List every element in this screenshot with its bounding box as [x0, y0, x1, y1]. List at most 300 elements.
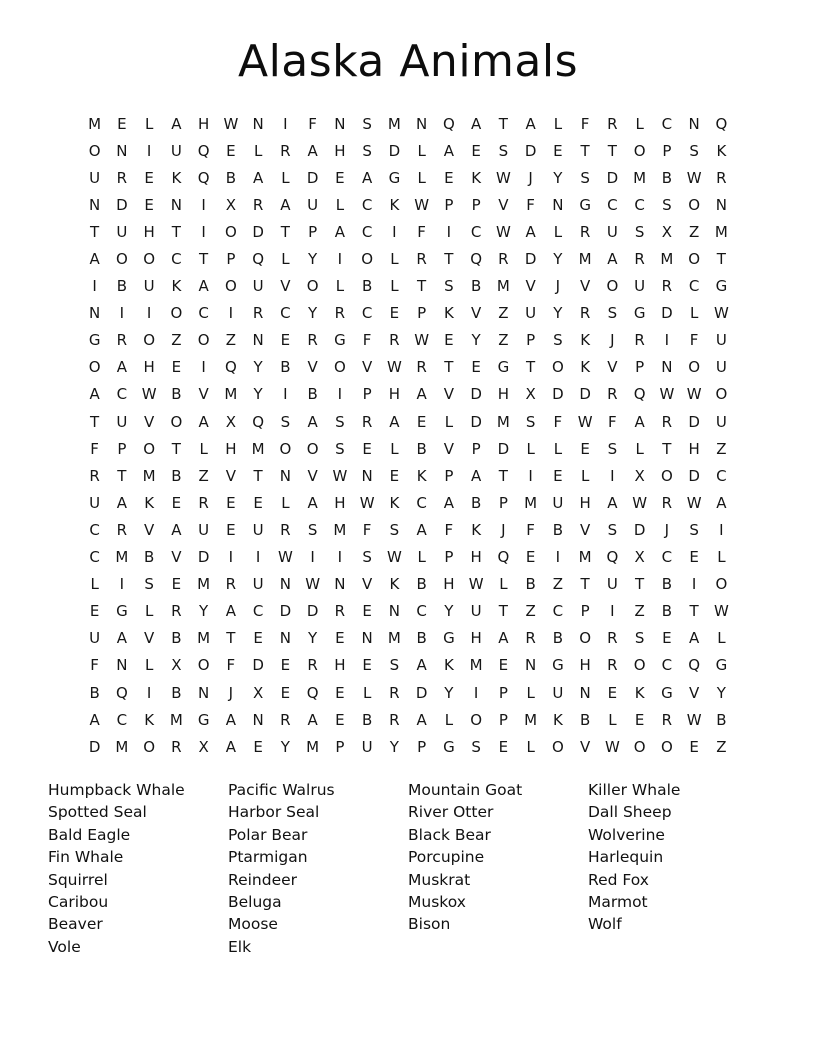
grid-letter: S [553, 331, 563, 350]
grid-letter: E [498, 737, 509, 756]
grid-letter: J [664, 520, 670, 539]
grid-letter: N [388, 602, 400, 621]
grid-letter: X [198, 737, 209, 756]
grid-letter: R [661, 277, 673, 296]
grid-letter: J [528, 168, 533, 187]
grid-letter: I [337, 385, 343, 404]
grid-letter: P [498, 710, 508, 729]
grid-letter: L [635, 439, 644, 458]
grid-letter: R [634, 331, 645, 350]
grid-letter: E [226, 520, 236, 539]
grid-letter: D [524, 250, 537, 269]
grid-letter: V [307, 466, 318, 485]
word-list-column [588, 779, 768, 958]
grid-letter: A [634, 412, 645, 431]
grid-letter: Q [197, 168, 210, 187]
grid-letter: F [608, 412, 617, 431]
grid-letter: O [361, 250, 374, 269]
grid-letter: J [501, 520, 506, 539]
grid-letter: K [471, 168, 482, 187]
grid-letter: Q [688, 656, 701, 675]
grid-letter: C [361, 195, 373, 214]
grid-letter: K [389, 493, 400, 512]
word-list-item: Black Bear [408, 825, 491, 844]
grid-letter: E [525, 548, 536, 567]
grid-letter: P [335, 737, 345, 756]
grid-letter: W [386, 548, 402, 567]
grid-letter: T [199, 250, 209, 269]
grid-letter: L [526, 439, 535, 458]
grid-letter: E [444, 168, 454, 187]
grid-letter: T [689, 602, 699, 621]
grid-letter: R [389, 683, 400, 702]
grid-letter: X [634, 548, 645, 567]
grid-letter: I [92, 277, 97, 296]
grid-letter: C [361, 222, 373, 241]
grid-letter: B [89, 683, 100, 702]
grid-letter: T [580, 141, 590, 160]
grid-letter: E [553, 466, 563, 485]
grid-letter: E [362, 602, 372, 621]
grid-letter: B [661, 575, 673, 594]
grid-letter: K [580, 331, 591, 350]
grid-letter: Q [470, 250, 483, 269]
grid-letter: E [553, 141, 563, 160]
grid-letter: R [661, 412, 673, 431]
grid-letter: D [470, 412, 482, 431]
grid-letter: N [252, 114, 264, 133]
word-list-item: Fin Whale [48, 848, 124, 867]
grid-letter: H [579, 493, 591, 512]
grid-letter: R [116, 331, 128, 350]
grid-letter: V [443, 439, 454, 458]
grid-letter: D [306, 168, 319, 187]
grid-letter: K [552, 710, 563, 729]
grid-letter: G [334, 331, 346, 350]
grid-letter: C [716, 466, 727, 485]
grid-letter: E [253, 493, 263, 512]
grid-letter: E [226, 493, 236, 512]
grid-letter: X [634, 466, 645, 485]
grid-letter: R [416, 250, 427, 269]
word-list-item: Wolverine [588, 825, 665, 844]
grid-letter: P [498, 683, 508, 702]
grid-letter: R [716, 168, 727, 187]
grid-letter: S [307, 520, 318, 539]
grid-letter: N [252, 710, 264, 729]
grid-letter: D [116, 195, 128, 214]
grid-letter: N [279, 575, 291, 594]
grid-letter: V [443, 385, 454, 404]
grid-letter: R [171, 602, 182, 621]
grid-letter: R [252, 195, 264, 214]
grid-letter: O [660, 737, 673, 756]
grid-letter: E [226, 141, 236, 160]
grid-letter: O [279, 439, 292, 458]
grid-letter: W [305, 575, 321, 594]
grid-letter: F [580, 114, 590, 133]
grid-letter: H [470, 629, 482, 648]
grid-letter: E [144, 195, 154, 214]
grid-letter: K [716, 141, 727, 160]
grid-letter: I [337, 548, 343, 567]
grid-letter: I [310, 548, 315, 567]
grid-letter: K [389, 195, 400, 214]
grid-letter: L [144, 656, 154, 675]
grid-letter: Y [471, 331, 481, 350]
grid-letter: R [116, 168, 128, 187]
grid-letter: Z [225, 331, 237, 350]
grid-letter: D [497, 439, 510, 458]
grid-letter: Y [253, 358, 263, 377]
grid-letter: A [525, 222, 536, 241]
grid-letter: A [416, 656, 427, 675]
grid-letter: L [689, 304, 699, 323]
word-list-item: Pacific Walrus [228, 781, 335, 799]
grid-letter: B [416, 439, 427, 458]
grid-letter: E [335, 168, 345, 187]
grid-letter: A [498, 629, 509, 648]
grid-letter: W [686, 385, 702, 404]
grid-letter: A [171, 114, 182, 133]
grid-letter: U [715, 331, 727, 350]
grid-letter: P [526, 331, 536, 350]
grid-letter: F [689, 331, 699, 350]
word-list-item: Killer Whale [588, 781, 681, 799]
grid-letter: N [334, 575, 346, 594]
grid-letter: M [387, 114, 401, 133]
grid-letter: L [390, 439, 399, 458]
word-list-item: Red Fox [588, 870, 649, 889]
grid-letter: W [277, 548, 293, 567]
grid-letter: Z [198, 466, 209, 485]
grid-letter: Y [716, 683, 726, 702]
grid-letter: P [662, 141, 672, 160]
grid-letter: W [414, 331, 430, 350]
grid-letter: P [444, 195, 454, 214]
grid-letter: E [280, 331, 291, 350]
grid-letter: T [117, 466, 127, 485]
grid-letter: C [116, 710, 128, 729]
grid-letter: Y [308, 304, 318, 323]
grid-letter: Y [553, 304, 563, 323]
grid-letter: W [414, 195, 430, 214]
grid-letter: I [691, 575, 697, 594]
grid-letter: R [116, 520, 128, 539]
word-list-item: Porcupine [408, 848, 485, 867]
grid-letter: A [307, 710, 318, 729]
grid-letter: N [279, 466, 291, 485]
grid-letter: F [362, 520, 372, 539]
grid-letter: R [607, 629, 618, 648]
grid-letter: T [253, 466, 263, 485]
grid-letter: E [498, 656, 509, 675]
grid-letter: C [416, 602, 427, 621]
grid-letter: Y [199, 602, 209, 621]
grid-letter: O [660, 466, 673, 485]
grid-letter: S [280, 412, 291, 431]
grid-letter: Z [716, 439, 727, 458]
grid-letter: S [607, 439, 618, 458]
grid-letter: E [689, 548, 699, 567]
grid-letter: Z [688, 222, 700, 241]
grid-letter: Q [715, 114, 728, 133]
grid-letter: I [146, 304, 152, 323]
grid-letter: E [280, 656, 291, 675]
grid-letter: E [471, 358, 481, 377]
grid-letter: I [228, 548, 234, 567]
grid-letter: D [252, 656, 264, 675]
grid-letter: Q [497, 548, 510, 567]
word-list-item: Vole [48, 937, 81, 956]
grid-letter: I [201, 195, 206, 214]
grid-letter: V [307, 358, 318, 377]
grid-letter: M [524, 710, 538, 729]
grid-letter: S [144, 575, 154, 594]
grid-letter: C [661, 114, 673, 133]
word-list-item: Muskrat [408, 870, 471, 889]
grid-letter: H [688, 439, 700, 458]
grid-letter: R [89, 466, 100, 485]
grid-letter: W [141, 385, 157, 404]
grid-letter: Q [115, 683, 128, 702]
grid-letter: L [526, 683, 535, 702]
grid-letter: N [416, 114, 428, 133]
grid-letter: D [388, 141, 401, 160]
grid-letter: J [610, 331, 615, 350]
grid-letter: O [197, 331, 210, 350]
word-list-column [408, 779, 588, 958]
grid-letter: P [308, 222, 318, 241]
grid-letter: M [197, 575, 211, 594]
grid-letter: O [579, 629, 592, 648]
grid-letter: L [335, 277, 345, 296]
grid-letter: I [473, 683, 479, 702]
grid-letter: L [199, 439, 208, 458]
grid-letter: M [578, 548, 592, 567]
grid-letter: C [280, 304, 291, 323]
grid-letter: W [686, 710, 702, 729]
grid-letter: I [119, 575, 125, 594]
grid-letter: S [335, 412, 345, 431]
word-list-item: Dall Sheep [588, 803, 672, 822]
grid-letter: I [201, 358, 206, 377]
grid-letter: R [607, 385, 618, 404]
grid-letter: H [388, 385, 401, 404]
grid-letter: D [306, 602, 319, 621]
grid-letter: M [169, 710, 183, 729]
grid-letter: M [714, 222, 728, 241]
grid-letter: D [606, 168, 619, 187]
grid-letter: G [443, 629, 455, 648]
grid-letter: E [171, 493, 182, 512]
grid-letter: W [223, 114, 239, 133]
grid-letter: L [281, 168, 290, 187]
grid-letter: V [525, 277, 536, 296]
grid-letter: Q [224, 358, 237, 377]
grid-letter: D [552, 385, 564, 404]
grid-letter: U [143, 277, 155, 296]
grid-letter: N [116, 656, 128, 675]
grid-letter: B [171, 466, 182, 485]
grid-letter: K [443, 304, 454, 323]
grid-letter: B [307, 385, 318, 404]
grid-letter: E [171, 358, 182, 377]
grid-letter: P [580, 602, 590, 621]
grid-letter: O [306, 277, 319, 296]
grid-letter: T [90, 222, 100, 241]
grid-letter: A [116, 493, 127, 512]
grid-letter: B [579, 710, 591, 729]
grid-letter: S [607, 304, 618, 323]
grid-letter: A [525, 114, 536, 133]
grid-letter: E [662, 629, 672, 648]
grid-letter: L [717, 629, 726, 648]
grid-letter: S [580, 168, 590, 187]
grid-letter: D [88, 737, 101, 756]
grid-letter: P [471, 195, 481, 214]
grid-letter: V [143, 412, 155, 431]
grid-letter: U [89, 493, 101, 512]
grid-letter: U [89, 629, 101, 648]
grid-letter: V [470, 304, 482, 323]
grid-letter: S [362, 114, 372, 133]
grid-letter: K [634, 683, 645, 702]
grid-letter: A [280, 195, 291, 214]
grid-letter: O [551, 358, 564, 377]
grid-letter: S [607, 520, 618, 539]
grid-letter: A [225, 710, 236, 729]
grid-letter: W [604, 737, 620, 756]
grid-letter: W [495, 222, 511, 241]
grid-letter: F [526, 195, 535, 214]
grid-letter: T [444, 250, 454, 269]
grid-letter: N [688, 114, 700, 133]
grid-letter: I [719, 520, 724, 539]
grid-letter: X [661, 222, 673, 241]
grid-letter: L [608, 710, 617, 729]
grid-letter: O [88, 141, 101, 160]
grid-letter: S [662, 195, 672, 214]
grid-letter: N [170, 195, 182, 214]
grid-letter: F [417, 222, 426, 241]
grid-letter: B [552, 520, 564, 539]
grid-letter: Y [553, 250, 563, 269]
grid-letter: J [228, 683, 234, 702]
grid-letter: L [253, 141, 263, 160]
grid-letter: O [197, 656, 210, 675]
grid-letter: O [115, 250, 128, 269]
grid-letter: E [444, 331, 454, 350]
grid-letter: L [580, 466, 590, 485]
grid-letter: W [332, 466, 348, 485]
grid-letter: V [143, 629, 155, 648]
grid-letter: H [334, 493, 346, 512]
grid-letter: C [89, 548, 100, 567]
grid-letter: O [143, 439, 156, 458]
grid-letter: I [337, 250, 343, 269]
grid-letter: K [144, 710, 155, 729]
grid-letter: K [144, 493, 155, 512]
grid-letter: O [88, 358, 101, 377]
grid-letter: E [389, 466, 400, 485]
grid-letter: B [716, 710, 727, 729]
grid-letter: P [117, 439, 127, 458]
grid-letter: Y [389, 737, 399, 756]
grid-letter: O [143, 737, 156, 756]
grid-letter: E [335, 710, 345, 729]
grid-letter: V [361, 575, 373, 594]
grid-letter: R [361, 412, 373, 431]
grid-letter: Y [308, 250, 318, 269]
grid-letter: S [362, 548, 372, 567]
word-list-item: Harbor Seal [228, 803, 320, 822]
grid-letter: O [306, 439, 319, 458]
grid-letter: F [308, 114, 317, 133]
grid-letter: L [90, 575, 99, 594]
word-list-item: Moose [228, 915, 278, 934]
grid-letter: U [89, 168, 101, 187]
grid-letter: I [610, 602, 615, 621]
grid-letter: A [416, 385, 427, 404]
grid-letter: V [579, 520, 591, 539]
grid-letter: B [361, 277, 373, 296]
puzzle-title: Alaska Animals [237, 36, 579, 87]
grid-letter: M [115, 548, 129, 567]
grid-letter: T [444, 358, 454, 377]
grid-letter: B [225, 168, 237, 187]
grid-letter: T [280, 222, 290, 241]
grid-letter: B [280, 358, 291, 377]
grid-letter: L [553, 114, 563, 133]
grid-letter: M [469, 656, 483, 675]
word-list-item: Mountain Goat [408, 781, 523, 799]
word-list-column [48, 779, 228, 958]
grid-letter: E [89, 602, 100, 621]
grid-letter: Q [633, 385, 646, 404]
grid-letter: T [635, 575, 645, 594]
grid-letter: S [689, 520, 699, 539]
grid-letter: O [224, 277, 237, 296]
grid-letter: G [579, 195, 591, 214]
grid-letter: M [660, 250, 674, 269]
grid-letter: V [171, 548, 182, 567]
grid-letter: Q [252, 250, 265, 269]
grid-letter: M [333, 520, 347, 539]
grid-letter: M [496, 412, 510, 431]
grid-letter: Z [498, 304, 509, 323]
grid-letter: A [716, 493, 727, 512]
grid-letter: A [307, 493, 318, 512]
grid-letter: O [688, 358, 701, 377]
grid-letter: B [171, 385, 182, 404]
grid-letter: S [689, 141, 699, 160]
grid-letter: O [551, 737, 564, 756]
grid-letter: L [444, 710, 454, 729]
grid-letter: F [444, 520, 454, 539]
grid-letter: W [713, 304, 729, 323]
grid-letter: L [417, 141, 426, 160]
grid-letter: S [498, 141, 509, 160]
grid-letter: E [253, 629, 263, 648]
grid-letter: E [253, 737, 263, 756]
grid-letter: O [715, 385, 728, 404]
grid-letter: R [252, 304, 264, 323]
grid-letter: Y [280, 737, 290, 756]
grid-letter: C [661, 656, 673, 675]
grid-letter: Y [444, 683, 454, 702]
grid-letter: C [470, 222, 482, 241]
